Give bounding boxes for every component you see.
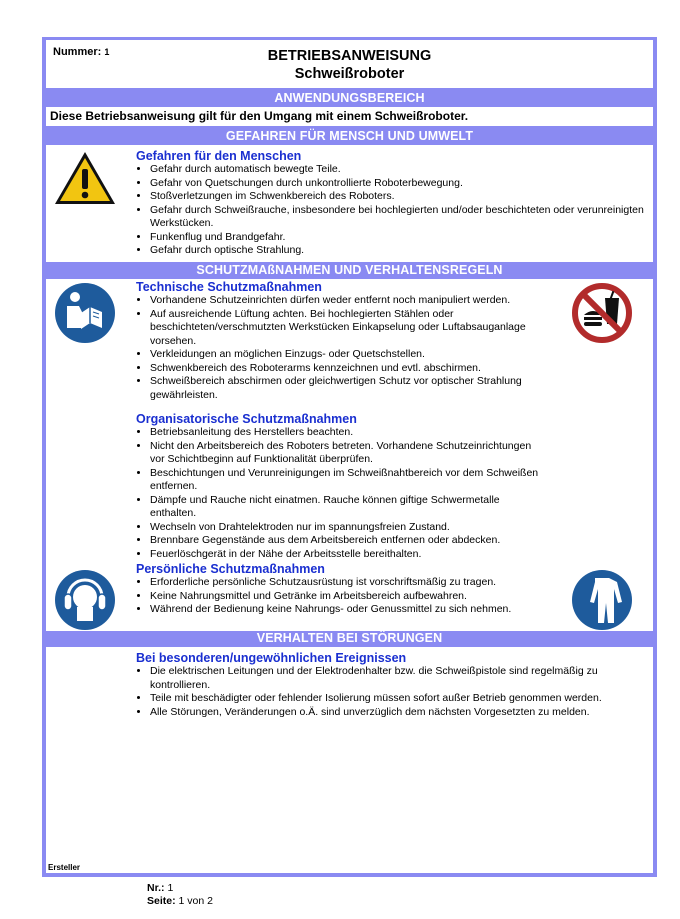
- read-manual-icon: [54, 282, 116, 344]
- section-heading-stoerung: VERHALTEN BEI STÖRUNGEN: [256, 631, 443, 645]
- list-item: • Feuerlöschgerät in der Nähe der Arbeitsstelle bereithalten.: [150, 548, 546, 562]
- gefahren-box: [46, 145, 653, 262]
- list-item: • Vorhandene Schutzeinrichten dürfen weder entfernt noch manipuliert werden.: [150, 294, 546, 308]
- list-item: • Dämpfe und Rauche nicht einatmen. Rauche können giftige Schwermetalle enthalten.: [150, 494, 546, 521]
- organisatorisch-list: [136, 426, 546, 561]
- subheading-technisch: Technische Schutzmaßnahmen: [136, 280, 322, 294]
- section-heading-anwendung: ANWENDUNGSBEREICH: [274, 91, 425, 105]
- page-title: BETRIEBSANWEISUNG: [267, 48, 432, 64]
- list-item: • Die elektrischen Leitungen und der Elektrodenhalter bzw. die Schweißpistole sind regelmäßig zu kontrollieren.: [150, 665, 649, 692]
- document-number: Nummer: 1: [53, 46, 110, 58]
- ersteller-label: Ersteller: [48, 863, 81, 872]
- gefahren-list: [136, 163, 649, 258]
- subheading-organisatorisch: Organisatorische Schutzmaßnahmen: [136, 412, 357, 426]
- stoerung-box: [46, 647, 653, 873]
- warning-triangle-icon: [53, 150, 117, 206]
- stoerung-list: [136, 665, 649, 719]
- list-item: • Stoßverletzungen im Schwenkbereich des Roboters.: [150, 190, 649, 204]
- list-item: • Beschichtungen und Verunreinigungen im Schweißnahtbereich vor dem Schweißen entfernen.: [150, 467, 546, 494]
- section-heading-schutz: SCHUTZMAßNAHMEN UND VERHALTENSREGELN: [196, 263, 503, 277]
- no-eating-drinking-icon: [571, 282, 633, 344]
- list-item: • Gefahr durch Schweißrauche, insbesondere bei hochlegierten und/oder beschichteten oder verunreinigten Werkstücken.: [150, 204, 649, 231]
- list-item: • Funkenflug und Brandgefahr.: [150, 231, 649, 245]
- subheading-gefahren-menschen: Gefahren für den Menschen: [136, 149, 302, 163]
- list-item: • Wechseln von Drahtelektroden nur im spannungsfreien Zustand.: [150, 521, 546, 535]
- list-item: • Schwenkbereich des Roboterarms kennzeichnen und evtl. abschirmen.: [150, 362, 546, 376]
- list-item: • Betriebsanleitung des Herstellers beachten.: [150, 426, 546, 440]
- footer-page: Seite: 1 von 2: [147, 895, 213, 907]
- subheading-ereignisse: Bei besonderen/ungewöhnlichen Ereignissen: [136, 651, 407, 665]
- list-item: • Verkleidungen an möglichen Einzugs- oder Quetschstellen.: [150, 348, 546, 362]
- ear-protection-icon: [54, 569, 116, 631]
- header-box: [46, 40, 653, 88]
- subheading-persoenlich: Persönliche Schutzmaßnahmen: [136, 562, 325, 576]
- section-heading-gefahren: GEFAHREN FÜR MENSCH UND UMWELT: [225, 129, 474, 143]
- schutz-content: [136, 280, 546, 617]
- list-item: • Teile mit beschädigter oder fehlender Isolierung müssen sofort außer Betrieb genommen werden.: [150, 692, 649, 706]
- list-item: • Gefahr durch automatisch bewegte Teile.: [150, 163, 649, 177]
- technisch-list: [136, 294, 546, 402]
- page-subtitle: Schweißroboter: [294, 66, 405, 82]
- list-item: • Auf ausreichende Lüftung achten. Bei hochlegierten Stählen oder beschichteten/verschmutzten Werkstücken Einkapselung oder Luftabsauganlage vorsehen.: [150, 308, 546, 349]
- list-item: • Erforderliche persönliche Schutzausrüstung ist vorschriftsmäßig zu tragen.: [150, 576, 546, 590]
- list-item: • Gefahr durch optische Strahlung.: [150, 244, 649, 258]
- list-item: • Keine Nahrungsmittel und Getränke im Arbeitsbereich aufbewahren.: [150, 590, 546, 604]
- list-item: • Während der Bedienung keine Nahrungs- oder Genussmittel zu sich nehmen.: [150, 603, 546, 617]
- footer-number: Nr.: 1: [147, 882, 174, 894]
- list-item: • Alle Störungen, Veränderungen o.Ä. sind unverzüglich dem nächsten Vorgesetzten zu melden.: [150, 706, 649, 720]
- persoenlich-list: [136, 576, 546, 617]
- list-item: • Nicht den Arbeitsbereich des Roboters betreten. Vorhandene Schutzeinrichtungen vor Schichtbeginn auf Funktionalität überprüfen.: [150, 440, 546, 467]
- list-item: • Schweißbereich abschirmen oder gleichwertigen Schutz vor optischer Strahlung gewährleisten.: [150, 375, 546, 402]
- list-item: • Gefahr von Quetschungen durch unkontrollierte Roboterbewegung.: [150, 177, 649, 191]
- list-item: • Brennbare Gegenstände aus dem Arbeitsbereich entfernen oder abdecken.: [150, 534, 546, 548]
- scope-text: Diese Betriebsanweisung gilt für den Umgang mit einem Schweißroboter.: [46, 107, 653, 126]
- protective-clothing-icon: [571, 569, 633, 631]
